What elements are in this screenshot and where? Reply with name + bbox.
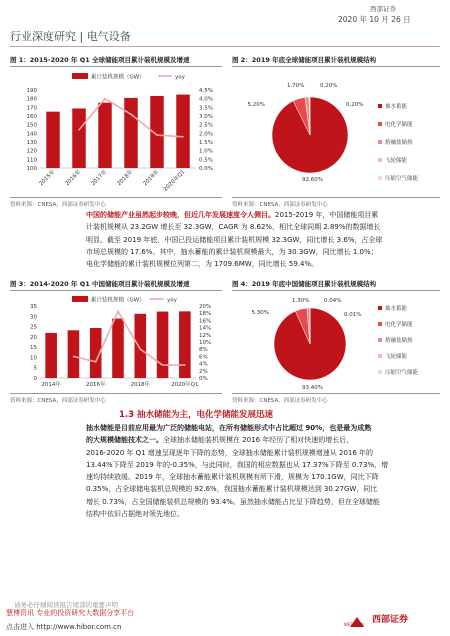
paragraph-1-lead: 中国的储能产业虽然起步较晚，但近几年发展速度令人侧目。	[86, 211, 275, 219]
pie-slice-label: 5.30%	[251, 310, 269, 316]
pie-slice-label: 0.20%	[320, 83, 338, 89]
y2-tick-label: 1.5%	[199, 140, 213, 146]
x-tick-label: 2018年	[130, 382, 151, 388]
header-divider	[10, 46, 440, 47]
bar	[98, 103, 112, 168]
legend-swatch	[378, 354, 382, 358]
paragraph-2-first-rest: 全球抽水储能装机规模在 2016 年经历了相对快速的增长后，	[163, 436, 354, 445]
fig1-source: 资料来源：CNESA，西部证券研发中心	[10, 202, 106, 208]
legend-bar-label: 累计装机规模（GW）	[91, 74, 145, 81]
footer-logo-en: WESTERN	[344, 622, 364, 627]
x-tick-label: 2019年	[142, 169, 161, 188]
header-brand: 西部证券	[370, 5, 396, 13]
yoy-point	[182, 136, 184, 138]
x-tick-label: 2020年Q1	[162, 169, 187, 193]
y2-tick-label: 20%	[199, 304, 212, 310]
yoy-point	[162, 364, 164, 366]
bar	[176, 95, 190, 168]
yoy-point	[104, 98, 106, 100]
fig4-bottom-rule	[232, 393, 440, 394]
y2-tick-label: 10%	[199, 340, 212, 346]
y2-tick-label: 14%	[199, 325, 212, 332]
yoy-point	[73, 356, 75, 358]
legend-swatch	[378, 322, 382, 326]
legend-swatch	[378, 370, 382, 374]
legend-label: 飞轮储能	[385, 158, 408, 164]
footer-watermark-link[interactable]: 点击进入 http://www.hibor.com.cn	[6, 623, 122, 631]
footer-logo: 西部证券	[372, 615, 409, 625]
legend-label: 电化学储能	[385, 122, 413, 128]
sub-heading: 1.3 抽水储能为主，电化学储能发展迅速	[119, 410, 274, 420]
fig1-bottom-rule	[10, 197, 222, 198]
y-tick-label: 180	[26, 96, 37, 103]
legend-label: 压缩空气储能	[385, 370, 419, 376]
x-tick-label: 2016年	[64, 169, 83, 188]
legend-label: 抽水蓄能	[385, 306, 408, 312]
fig4-source: 资料来源：CNESA，西部证券研发中心	[232, 398, 328, 404]
y2-tick-label: 0%	[199, 376, 208, 382]
y-tick-label: 5	[33, 365, 37, 372]
y2-tick-label: 12%	[199, 332, 212, 339]
legend-swatch	[378, 306, 382, 310]
legend-swatch	[378, 176, 382, 180]
legend-bar-label: 累计装机规模（GW）	[91, 297, 145, 304]
y2-tick-label: 4.5%	[199, 88, 213, 94]
bar	[112, 319, 124, 378]
paragraph-2-line: 增长 0.73%，占全国储能装机总规模的 93.4%。虽然抽水储能占比呈下降趋势，但在全球储能	[86, 497, 380, 506]
legend-swatch	[378, 122, 382, 126]
y-tick-label: 20	[30, 334, 37, 341]
y2-tick-label: 2.5%	[199, 122, 213, 129]
y-tick-label: 150	[26, 122, 37, 129]
legend-swatch	[378, 158, 382, 162]
paragraph-2-line: 结构中依旧占据绝对领先地位。	[86, 510, 184, 519]
fig2-chart	[232, 68, 440, 193]
footer-watermark-brand: 慧博资讯 专业的投资研究大数据分享平台	[6, 609, 135, 617]
bar	[46, 112, 60, 168]
fig4-title: 图 4：2019 年底中国储能项目累计装机规模结构	[232, 280, 377, 288]
pie-slice-label: 0.01%	[344, 312, 362, 318]
y-tick-label: 130	[26, 140, 37, 146]
x-tick-label: 2015年	[38, 169, 57, 188]
bar	[157, 312, 169, 378]
fig3-title-rule	[10, 290, 222, 291]
paragraph-2-line: 13.44%下降至 2019 年的-0.35%，与此同时，我国的相应数据也从 17.37%下降至 0.73%，增	[86, 460, 389, 469]
y-tick-label: 30	[30, 314, 37, 321]
y2-tick-label: 1.0%	[199, 148, 213, 155]
x-tick-label: 2018年	[116, 169, 135, 188]
y-tick-label: 100	[26, 166, 37, 172]
fig3-chart	[10, 292, 222, 392]
fig2-title-rule	[232, 66, 440, 67]
legend-swatch	[378, 140, 382, 144]
yoy-point	[156, 134, 158, 136]
paragraph-2	[86, 422, 442, 520]
fig1-chart	[10, 68, 222, 193]
bar	[134, 314, 146, 378]
pie-slice-label: 0.04%	[324, 298, 342, 304]
legend-label: 飞轮储能	[385, 354, 408, 360]
y-tick-label: 110	[26, 157, 37, 164]
fig4-title-rule	[232, 290, 440, 291]
y-tick-label: 120	[26, 148, 37, 155]
header-date: 2020 年 10 月 26 日	[338, 15, 411, 24]
fig2-source: 资料来源：CNESA，西部证券研发中心	[232, 202, 328, 208]
y2-tick-label: 0.5%	[199, 157, 213, 164]
fig3-title: 图 3：2014-2020 年 Q1 中国储能项目累计装机规模及增速	[10, 280, 190, 288]
bar	[68, 330, 80, 378]
y-tick-label: 10	[30, 355, 37, 362]
paragraph-2-bold-line: 抽水储能是目前应用最为广泛的储能电站，在所有储能形式中占比超过 90%，也是最为成熟	[86, 424, 372, 432]
y-tick-label: 0	[33, 376, 37, 382]
y2-tick-label: 3.0%	[199, 114, 213, 120]
y2-tick-label: 8%	[199, 347, 208, 354]
paragraph-1-line: 电化学储能的累计装机规模位列第二，为 1709.6MW，同比增长 59.4%。	[86, 260, 319, 269]
fig3-source: 资料来源：CNESA，西部证券研发中心	[10, 398, 106, 404]
y2-tick-label: 4.0%	[199, 96, 213, 103]
paragraph-2-bold-tail: 的大规模储能技术之一。	[86, 436, 163, 445]
x-tick-label: 2016年	[85, 382, 106, 388]
paragraph-2-line: 0.35%，占全球储电装机总规模的 92.6%，我国抽水蓄能累计装机规模达到 30.27GW，同比	[86, 485, 378, 494]
yoy-point	[139, 348, 141, 350]
y-tick-label: 15	[30, 345, 37, 352]
yoy-point	[184, 364, 186, 366]
yoy-point	[117, 311, 119, 313]
y2-tick-label: 6%	[199, 354, 208, 361]
section-title: 行业深度研究 | 电气设备	[10, 30, 131, 43]
fig2-title: 图 2：2019 年底全球储能项目累计装机规模结构	[232, 56, 377, 64]
fig3-bottom-rule	[10, 393, 222, 394]
bar	[45, 333, 57, 378]
pie-slice-label: 1.70%	[287, 83, 305, 89]
fig4-chart	[232, 292, 440, 392]
bar	[179, 311, 191, 378]
yoy-point	[95, 361, 97, 363]
y-tick-label: 25	[30, 324, 37, 331]
legend-bar-swatch	[72, 296, 88, 302]
legend-line-label: yoy	[175, 74, 185, 81]
fig1-title: 图 1：2015-2020 年 Q1 全球储能项目累计装机规模及增速	[10, 56, 190, 64]
y-tick-label: 35	[30, 304, 37, 310]
paragraph-1	[86, 209, 442, 270]
paragraph-1-line: 计装机规模从 23.2GW 增长至 32.3GW，CAGR 为 8.62%，相比全球同期 2.89%的数据增长	[86, 223, 381, 232]
fig2-bottom-rule	[232, 197, 440, 198]
bar	[124, 98, 138, 168]
paragraph-1-line-1	[86, 209, 442, 221]
paragraph-1-line-1-rest: 2015-2019 年，中国储能项目累	[275, 211, 379, 219]
y-tick-label: 190	[26, 88, 37, 94]
footer-disclaimer: 请务必仔细阅读报告尾部的重要声明	[14, 601, 118, 609]
paragraph-1-line: 明显。截至 2019 年底，中国已投运储能项目累计装机规模 32.3GW，同比增长 3.6%，占全球	[86, 235, 383, 244]
legend-swatch	[378, 104, 382, 108]
legend-swatch	[378, 338, 382, 342]
y2-tick-label: 2.0%	[199, 131, 213, 138]
fig1-title-rule	[10, 66, 222, 67]
y2-tick-label: 16%	[199, 318, 212, 325]
pie-slice-label: 5.20%	[247, 102, 265, 108]
legend-label: 熔融盐储热	[385, 140, 413, 146]
x-tick-label: 2020年Q1	[171, 382, 199, 388]
y-tick-label: 140	[26, 131, 37, 138]
legend-label: 熔融盐储热	[385, 338, 413, 344]
paragraph-2-line: 2016-2020 年 Q1 增速呈现逐年下降的态势，全球抽水储能累计装机规模增速从 2016 年的	[86, 448, 374, 457]
legend-label: 压缩空气储能	[385, 176, 419, 182]
pie-slice-label: 92.60%	[302, 177, 323, 183]
pie-slice-label: 0.20%	[346, 102, 364, 108]
y2-tick-label: 4%	[199, 361, 208, 368]
y2-tick-label: 2%	[199, 368, 208, 375]
paragraph-1-line: 市场总规模的 17.6%。其中，抽水蓄能的累计装机规模最大，为 30.3GW，同比增长 1.0%；	[86, 247, 378, 256]
paragraph-2-line: 速均持续放缓。2019 年，全球抽水蓄能累计装机规模有所下滑，规模为 170.1GW，同比下降	[86, 473, 379, 482]
western-logo-icon	[350, 612, 364, 622]
y-tick-label: 170	[26, 105, 37, 112]
legend-label: 电化学储能	[385, 322, 413, 328]
y2-tick-label: 3.5%	[199, 105, 213, 112]
yoy-point	[78, 129, 80, 131]
x-tick-label: 2017年	[90, 169, 109, 188]
pie-slice-label: 93.40%	[302, 385, 323, 391]
bar	[72, 108, 86, 168]
y-tick-label: 160	[26, 114, 37, 120]
legend-label: 抽水蓄能	[385, 104, 408, 110]
x-tick-label: 2014年	[41, 382, 61, 388]
yoy-point	[130, 113, 132, 115]
legend-line-label: yoy	[167, 297, 177, 304]
paragraph-2-mixed-line	[86, 434, 442, 446]
pie-slice-label: 1.30%	[292, 298, 310, 304]
legend-bar-swatch	[72, 73, 88, 79]
y2-tick-label: 0.0%	[199, 166, 213, 172]
y2-tick-label: 18%	[199, 311, 212, 318]
